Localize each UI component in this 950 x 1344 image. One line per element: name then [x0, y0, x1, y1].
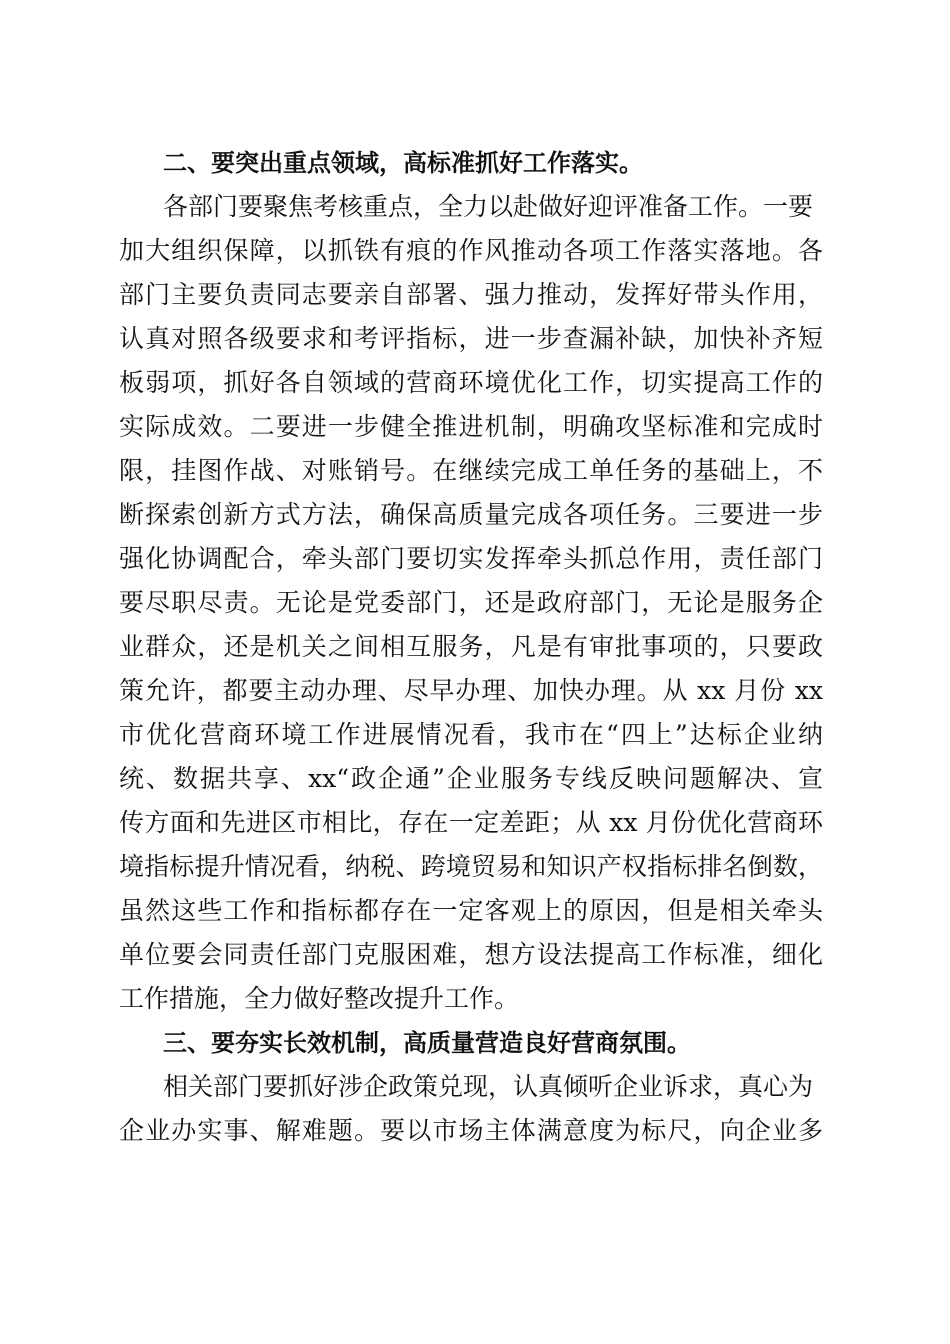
paragraph-line: 境指标提升情况看，纳税、跨境贸易和知识产权指标排名倒数，	[119, 852, 823, 881]
paragraph-line: 部门主要负责同志要亲自部署、强力推动，发挥好带头作用，	[119, 280, 823, 309]
section-heading-2: 二、要突出重点领域，高标准抓好工作落实。	[163, 149, 643, 177]
paragraph-line: 企业办实事、解难题。要以市场主体满意度为标尺，向企业多	[119, 1116, 823, 1145]
paragraph-line: 策允许，都要主动办理、尽早办理、加快办理。从 xx 月份 xx	[119, 676, 823, 705]
paragraph-line: 传方面和先进区市相比，存在一定差距；从 xx 月份优化营商环	[119, 808, 823, 837]
paragraph-line: 实际成效。二要进一步健全推进机制，明确攻坚标准和完成时	[119, 412, 823, 441]
paragraph-line: 单位要会同责任部门克服困难，想方设法提高工作标准，细化	[119, 940, 823, 969]
paragraph-line: 加大组织保障，以抓铁有痕的作风推动各项工作落实落地。各	[119, 236, 823, 265]
paragraph-line: 各部门要聚焦考核重点，全力以赴做好迎评准备工作。一要	[163, 192, 814, 221]
paragraph-line: 板弱项，抓好各自领域的营商环境优化工作，切实提高工作的	[119, 368, 823, 397]
paragraph-line: 统、数据共享、xx“政企通”企业服务专线反映问题解决、宣	[119, 764, 823, 793]
paragraph-line: 市优化营商环境工作进展情况看，我市在“四上”达标企业纳	[119, 720, 823, 749]
section-heading-3: 三、要夯实长效机制，高质量营造良好营商氛围。	[163, 1029, 691, 1057]
paragraph-line: 业群众，还是机关之间相互服务，凡是有审批事项的，只要政	[119, 632, 823, 661]
paragraph-line: 要尽职尽责。无论是党委部门，还是政府部门，无论是服务企	[119, 588, 823, 617]
paragraph-line: 相关部门要抓好涉企政策兑现，认真倾听企业诉求，真心为	[163, 1072, 814, 1101]
paragraph-line: 断探索创新方式方法，确保高质量完成各项任务。三要进一步	[119, 500, 823, 529]
paragraph-line: 强化协调配合，牵头部门要切实发挥牵头抓总作用，责任部门	[119, 544, 823, 573]
paragraph-line: 虽然这些工作和指标都存在一定客观上的原因，但是相关牵头	[119, 896, 823, 925]
paragraph-line: 工作措施，全力做好整改提升工作。	[119, 984, 520, 1013]
paragraph-line: 认真对照各级要求和考评指标，进一步查漏补缺，加快补齐短	[119, 324, 823, 353]
paragraph-line: 限，挂图作战、对账销号。在继续完成工单任务的基础上，不	[119, 456, 823, 485]
